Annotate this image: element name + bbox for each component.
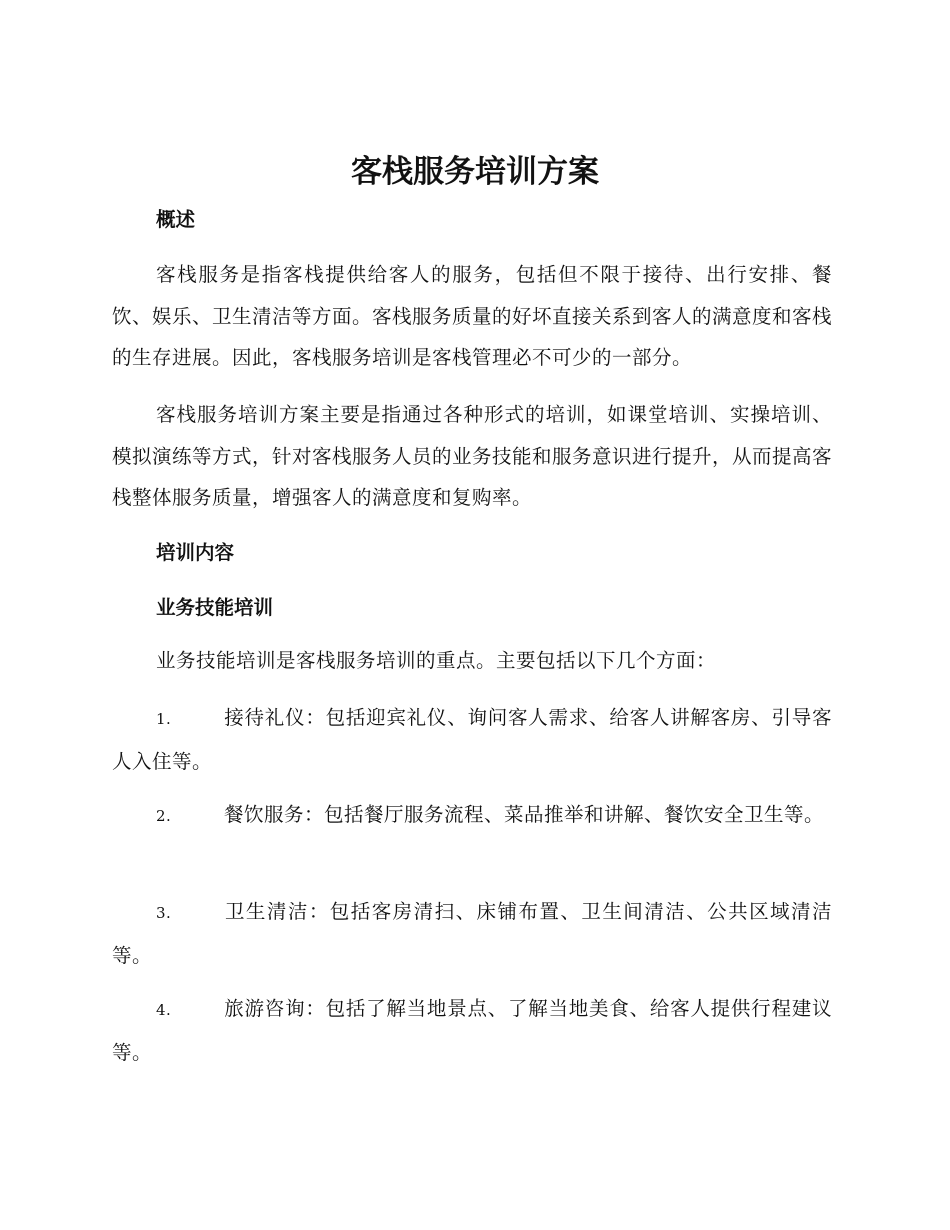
paragraph-skills-intro: 业务技能培训是客栈服务培训的重点。主要包括以下几个方面：	[156, 649, 717, 672]
section-heading-training-content: 培训内容	[156, 541, 235, 564]
list-item	[112, 891, 832, 976]
list-item-number: 3.	[156, 904, 172, 922]
list-item	[112, 697, 832, 782]
list-item-text: 卫生清洁：包括客房清扫、床铺布置、卫生间清洁、公共区域清洁等。	[112, 900, 832, 967]
section-heading-skills-training: 业务技能培训	[156, 596, 274, 619]
paragraph-overview-1: 客栈服务是指客栈提供给客人的服务，包括但不限于接待、出行安排、餐饮、娱乐、卫生清洁等方面。客栈服务质量的好坏直接关系到客人的满意度和客栈的生存进展。因此，客栈服务培训是客栈管理必不可少的一部分。	[112, 263, 833, 369]
list-item-text: 餐饮服务：包括餐厅服务流程、菜品推举和讲解、餐饮安全卫生等。	[224, 803, 825, 826]
list-item-number: 2.	[156, 807, 172, 825]
paragraph-overview-2: 客栈服务培训方案主要是指通过各种形式的培训，如课堂培训、实操培训、模拟演练等方式，针对客栈服务人员的业务技能和服务意识进行提升，从而提高客栈整体服务质量，增强客人的满意度和复购率。	[112, 403, 833, 509]
list-item-text: 旅游咨询：包括了解当地景点、了解当地美食、给客人提供行程建议等。	[112, 997, 832, 1064]
list-item-number: 1.	[156, 710, 172, 728]
list-item-text: 接待礼仪：包括迎宾礼仪、询问客人需求、给客人讲解客房、引导客人入住等。	[112, 706, 832, 773]
document-title: 客栈服务培训方案	[351, 154, 599, 190]
list-item	[112, 794, 832, 838]
list-item-number: 4.	[156, 1001, 172, 1019]
list-item	[112, 988, 832, 1073]
section-heading-overview: 概述	[156, 208, 196, 231]
